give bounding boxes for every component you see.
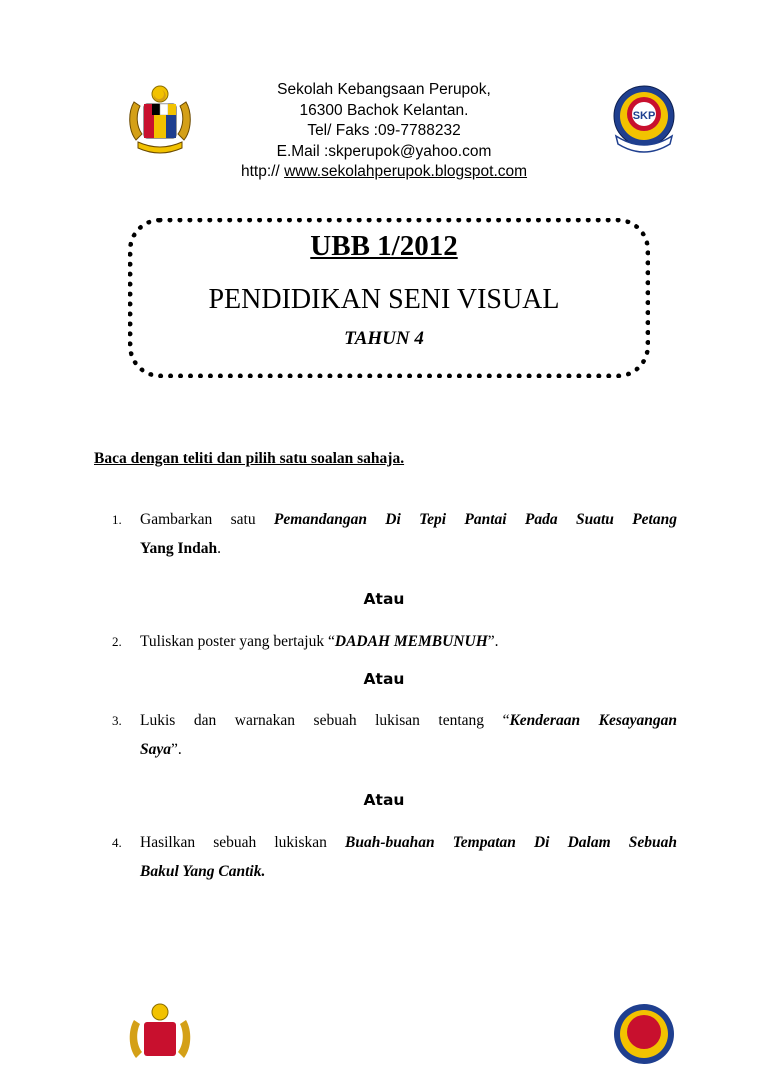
school-postcode-line: 16300 Bachok Kelantan. [299, 101, 469, 119]
subject-title: PENDIDIKAN SENI VISUAL [208, 284, 560, 315]
malaysia-coat-of-arms-icon [124, 1000, 196, 1076]
question-line [140, 505, 677, 534]
question-3 [112, 706, 677, 764]
school-crest-icon [608, 998, 680, 1074]
question-text: ”. [487, 633, 499, 650]
question-emphasis: Bakul Yang Cantik. [140, 863, 266, 880]
question-line [140, 627, 677, 656]
or-separator: Atau [363, 590, 405, 608]
school-url-link[interactable]: www.sekolahperupok.blogspot.com [284, 163, 528, 180]
question-line [140, 534, 677, 563]
question-1 [112, 505, 677, 563]
question-4 [112, 828, 677, 886]
school-name: Sekolah Kebangsaan Perupok, [277, 81, 491, 98]
question-text: ”. [171, 741, 182, 758]
question-number: 3. [112, 713, 122, 728]
question-line [140, 828, 677, 857]
instruction-text: Baca dengan teliti dan pilih satu soalan sahaja. [94, 450, 405, 467]
question-line [140, 857, 677, 886]
or-separator: Atau [363, 791, 405, 809]
school-phone: Tel/ Faks :09-7788232 [307, 122, 461, 139]
question-line [140, 706, 677, 735]
question-emphasis: Buah-buahan Tempatan Di Dalam Sebuah [345, 834, 677, 851]
question-2 [112, 627, 677, 656]
question-text: . [217, 540, 221, 557]
exam-code: UBB 1/2012 [310, 230, 458, 262]
malaysia-coat-of-arms-icon [124, 82, 196, 158]
question-text: Tuliskan poster yang bertajuk “ [140, 633, 335, 650]
year-level: TAHUN 4 [344, 328, 424, 349]
or-separator: Atau [363, 670, 405, 688]
question-text: Gambarkan satu [140, 511, 274, 528]
crest-letters: SKP [632, 110, 656, 122]
question-number: 2. [112, 634, 122, 649]
question-emphasis: Kenderaan Kesayangan [509, 712, 677, 729]
school-crest-icon [608, 80, 680, 156]
question-number: 4. [112, 835, 122, 850]
question-text: Lukis dan warnakan sebuah lukisan tentang “ [140, 712, 510, 729]
question-number: 1. [112, 512, 122, 527]
school-email: E.Mail :skperupok@yahoo.com [276, 142, 492, 160]
question-emphasis: Saya [140, 741, 171, 758]
question-emphasis: DADAH MEMBUNUH [334, 633, 488, 650]
question-text: Hasilkan sebuah lukiskan [140, 834, 345, 851]
url-prefix: http:// [240, 163, 280, 180]
question-line [140, 735, 677, 764]
question-emphasis: Yang Indah [140, 540, 218, 557]
school-address-block [200, 80, 568, 183]
school-url-line [200, 162, 568, 183]
question-emphasis: Pemandangan Di Tepi Pantai Pada Suatu Petang [273, 511, 677, 528]
